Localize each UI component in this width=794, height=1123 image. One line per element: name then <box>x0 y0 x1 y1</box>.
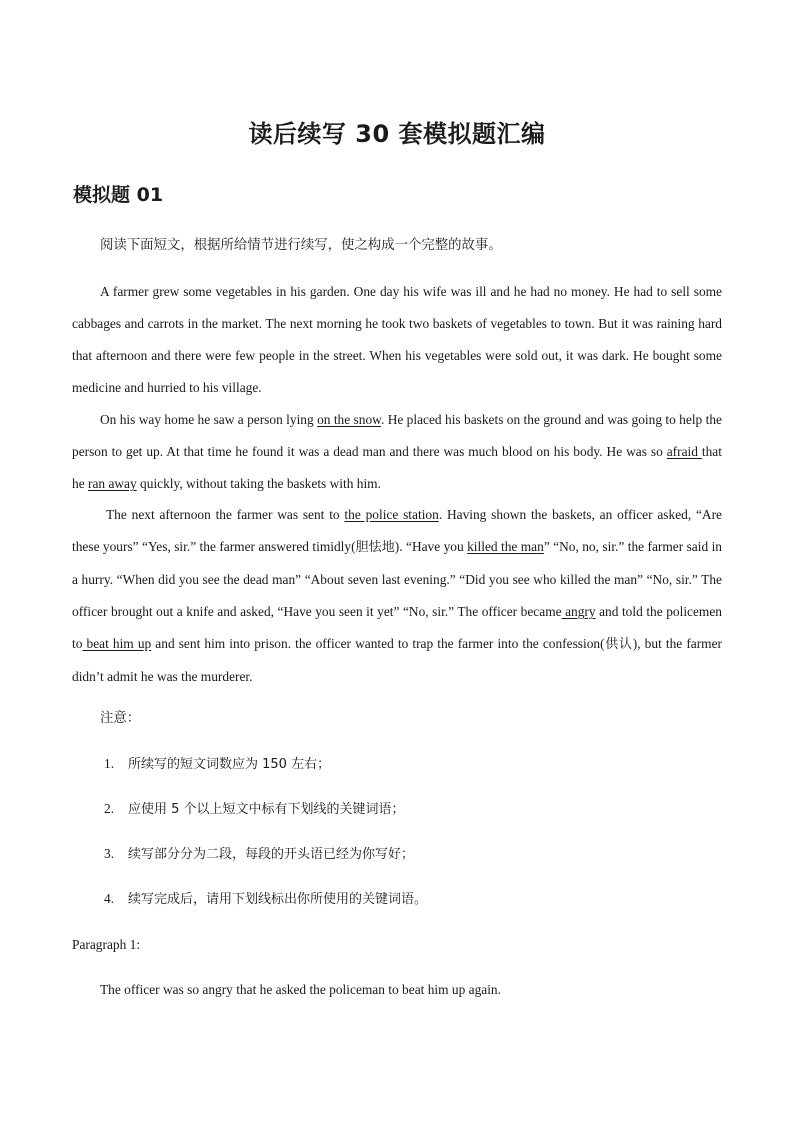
keyword-underlined: angry <box>561 604 596 619</box>
chinese-gloss: 供认 <box>604 637 633 652</box>
note-number: 4. <box>104 891 115 906</box>
note-item-2 <box>104 799 405 820</box>
keyword-underlined: the police station <box>344 507 439 522</box>
text-span: ” “No, no, sir.” the farmer said in a hurry. “When did you see the dead man” “About seven last evening.” “Did you see who killed the man” “No, sir.” The officer brought out a knife and asked, “Have you seen it yet” “No, sir.” The officer became <box>72 539 722 619</box>
text-span: and told the policemen to <box>72 604 722 651</box>
paragraph-opening-sentence: The officer was so angry that he asked the policeman to beat him up again. <box>100 982 501 997</box>
notes-label: 注意： <box>100 711 141 726</box>
paragraph-label: Paragraph 1: <box>72 937 141 952</box>
text-span: and sent him into prison. the officer wanted to trap the farmer into the confession( <box>151 636 605 651</box>
note-number: 3. <box>104 846 115 861</box>
note-text: 应使用 5 个以上短文中标有下划线的关键词语； <box>128 802 405 817</box>
chinese-gloss: 胆怯地 <box>355 540 395 555</box>
note-item-4 <box>104 889 427 910</box>
keyword-underlined: beat him up <box>82 636 152 651</box>
story-paragraph-1: A farmer grew some vegetables in his garden. One day his wife was ill and he had no money. He had to sell some cabbages and carrots in the market. The next morning he took two baskets of vegetables to town. But it was raining hard that afternoon and there were few people in the street. When his vegetables were sold out, it was dark. He bought some medicine and hurried to his village. <box>72 284 722 395</box>
text-span: ). “Have you <box>394 539 468 554</box>
note-text: 续写部分分为二段，每段的开头语已经为你写好； <box>128 847 415 862</box>
note-item-3 <box>104 844 414 865</box>
text-span: that he <box>72 444 722 491</box>
note-text: 续写完成后，请用下划线标出你所使用的关键词语。 <box>128 892 428 907</box>
story-paragraph-2 <box>72 404 722 500</box>
keyword-underlined: on the snow <box>317 412 381 427</box>
page-title: 读后续写 30 套模拟题汇编 <box>248 120 546 148</box>
text-span: The next afternoon the farmer was sent to <box>106 507 345 522</box>
keyword-underlined: killed the man <box>467 539 544 554</box>
keyword-underlined: ran away <box>88 476 137 491</box>
note-text: 所续写的短文词数应为 150 左右； <box>128 757 331 772</box>
note-number: 1. <box>104 756 115 771</box>
note-number: 2. <box>104 801 115 816</box>
text-span: . Having shown the baskets, an officer asked, “Are these yours” “Yes, sir.” the farmer answered timidly( <box>72 507 722 554</box>
keyword-underlined: afraid <box>666 444 702 459</box>
text-span: On his way home he saw a person lying <box>100 412 318 427</box>
note-item-1 <box>104 754 330 775</box>
text-span: . He placed his baskets on the ground and was going to help the person to get up. At that time he found it was a dead man and there was much blood on his body. He was so <box>72 412 722 459</box>
section-heading: 模拟题 01 <box>73 184 164 206</box>
text-span: ), but the farmer didn’t admit he was the murderer. <box>72 636 722 684</box>
story-paragraph-3 <box>72 499 722 693</box>
text-span: quickly, without taking the baskets with him. <box>136 476 381 491</box>
instruction-text: 阅读下面短文，根据所给情节进行续写，使之构成一个完整的故事。 <box>100 238 502 253</box>
